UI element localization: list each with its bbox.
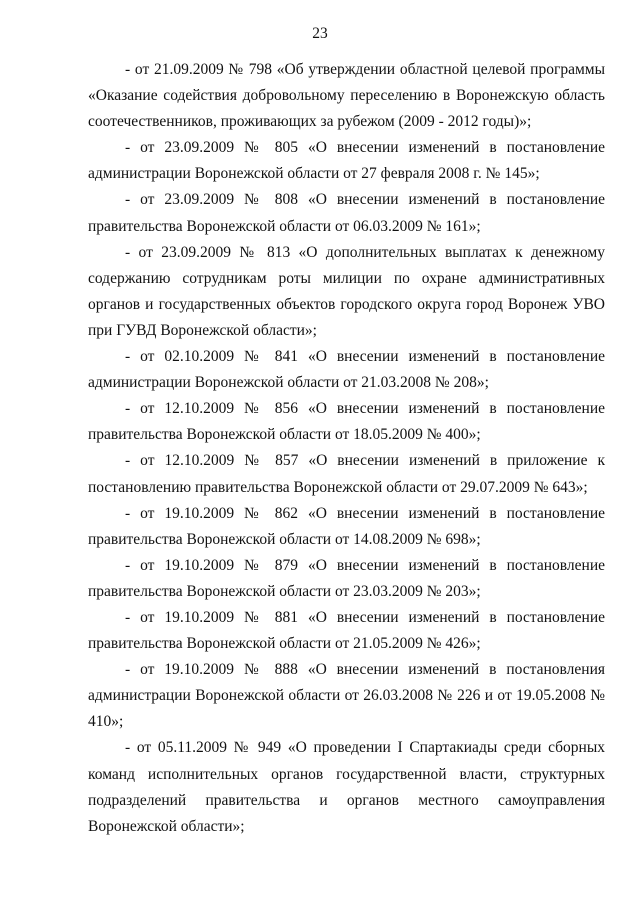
list-item: - от 12.10.2009 № 856 «О внесении изменений в постановление правительства Воронежской области от 18.05.2009 № 400»; [88,400,605,444]
list-item: - от 19.10.2009 № 879 «О внесении изменений в постановление правительства Воронежской области от 23.03.2009 № 203»; [88,556,605,600]
page-number: 23 [312,25,328,42]
list-item: - от 23.09.2009 № 813 «О дополнительных выплатах к денежному содержанию сотрудникам роты милиции по охране административных органов и государственных объектов городского округа город Воронеж УВО при ГУВД Воронежской области»; [88,243,605,339]
list-item: - от 19.10.2009 № 881 «О внесении изменений в постановление правительства Воронежской области от 21.05.2009 № 426»; [88,608,605,653]
list-item: - от 05.11.2009 № 949 «О проведении I Спартакиады среди сборных команд исполнительных органов государственной власти, структурных подразделений правительства и органов местного самоуправления Воронежской области»; [88,739,605,835]
list-item: - от 19.10.2009 № 888 «О внесении изменений в постановления администрации Воронежской области от 26.03.2008 № 226 и от 19.05.2008 № 410»; [88,661,605,731]
list-item: - от 21.09.2009 № 798 «Об утверждении областной целевой программы «Оказание содействия добровольному переселению в Воронежскую область соотечественников, проживающих за рубежом (2009 - 2012 годы)»; [88,61,605,131]
list-item: - от 23.09.2009 № 805 «О внесении изменений в постановление администрации Воронежской области от 27 февраля 2008 г. № 145»; [88,139,605,183]
document-body [88,57,605,840]
list-item: - от 12.10.2009 № 857 «О внесении изменений в приложение к постановлению правительства Воронежской области от 29.07.2009 № 643»; [88,452,605,496]
list-item: - от 23.09.2009 № 808 «О внесении изменений в постановление правительства Воронежской области от 06.03.2009 № 161»; [88,191,605,235]
list-item: - от 02.10.2009 № 841 «О внесении изменений в постановление администрации Воронежской области от 21.03.2008 № 208»; [88,348,605,392]
list-item: - от 19.10.2009 № 862 «О внесении изменений в постановление правительства Воронежской области от 14.08.2009 № 698»; [88,504,605,548]
